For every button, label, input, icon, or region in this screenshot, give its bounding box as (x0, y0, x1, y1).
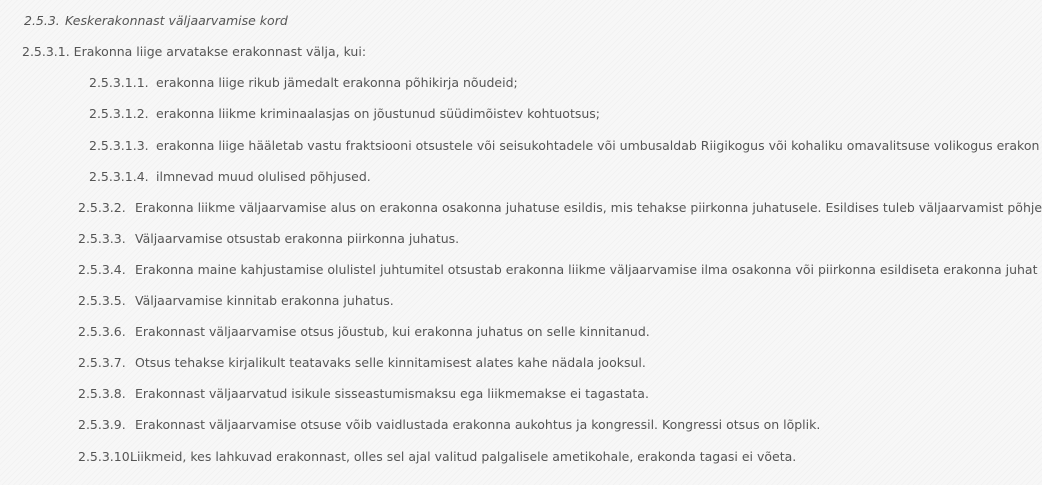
clause-text: Otsus tehakse kirjalikult teatavaks selle kinnitamisest alates kahe nädala jooksul. (135, 355, 646, 370)
clause (78, 417, 820, 433)
clause-number: 2.5.3.1.1. (89, 75, 149, 90)
clause-number: 2.5.3.10. (78, 449, 134, 464)
clause-text: erakonna liikme kriminaalasjas on jõustunud süüdimõistev kohtuotsus; (156, 106, 601, 121)
section-title: Keskerakonnast väljaarvamise kord (65, 13, 288, 28)
clause (78, 262, 1038, 278)
clause (78, 449, 796, 465)
intro-clause: 2.5.3.1. Erakonna liige arvatakse erakonnast välja, kui: (22, 44, 367, 59)
clause-text: Erakonnast väljaarvatud isikule sisseastumismaksu ega liikmemakse ei tagastata. (135, 386, 649, 401)
clause-number: 2.5.3.8. (78, 386, 126, 401)
clause-number: 2.5.3.1.3. (89, 138, 149, 153)
section-heading (24, 13, 288, 29)
clause-text: ilmnevad muud olulised põhjused. (156, 169, 371, 184)
clause (78, 200, 1042, 216)
clause-number: 2.5.3.2. (78, 200, 126, 215)
clause-number: 2.5.3.1.2. (89, 106, 149, 121)
clause-number: 2.5.3.3. (78, 231, 126, 246)
sub-clause (89, 169, 371, 185)
clause-text: Erakonna liikme väljaarvamise alus on erakonna osakonna juhatuse esildis, mis tehakse piirkonna juhatusele. Esildises tuleb väljaarvamist põhje (135, 200, 1042, 215)
sub-clause (89, 75, 518, 91)
sub-clause (89, 138, 1039, 154)
clause-number: 2.5.3.6. (78, 324, 126, 339)
clause-number: 2.5.3.1.4. (89, 169, 149, 184)
clause (78, 231, 459, 247)
clause (78, 293, 394, 309)
clause-number: 2.5.3.4. (78, 262, 126, 277)
clause-text: Erakonna maine kahjustamise olulistel juhtumitel otsustab erakonna liikme väljaarvamise ilma osakonna või piirkonna esildiseta erakonna juhat (135, 262, 1038, 277)
clause (78, 355, 646, 371)
clause-number: 2.5.3.5. (78, 293, 126, 308)
clause-text: Liikmeid, kes lahkuvad erakonnast, olles sel ajal valitud palgalisele ametikohale, erakonda tagasi ei võeta. (130, 449, 797, 464)
section-number: 2.5.3. (24, 13, 60, 28)
clause-text: Erakonnast väljaarvamise otsus jõustub, kui erakonna juhatus on selle kinnitanud. (135, 324, 650, 339)
clause-text: Väljaarvamise kinnitab erakonna juhatus. (135, 293, 394, 308)
clause-number: 2.5.3.7. (78, 355, 126, 370)
sub-clause (89, 106, 600, 122)
clause-text: Väljaarvamise otsustab erakonna piirkonna juhatus. (135, 231, 460, 246)
clause-number: 2.5.3.9. (78, 417, 126, 432)
clause-text: Erakonnast väljaarvamise otsuse võib vaidlustada erakonna aukohtus ja kongressil. Kongressi otsus on lõplik. (135, 417, 821, 432)
clause (78, 386, 649, 402)
clause-text: erakonna liige rikub jämedalt erakonna põhikirja nõudeid; (156, 75, 518, 90)
clause (78, 324, 650, 340)
clause-text: erakonna liige hääletab vastu fraktsiooni otsustele või seisukohtadele või umbusaldab Riigikogus või kohaliku omavalitsuse volikogus erakon (156, 138, 1040, 153)
